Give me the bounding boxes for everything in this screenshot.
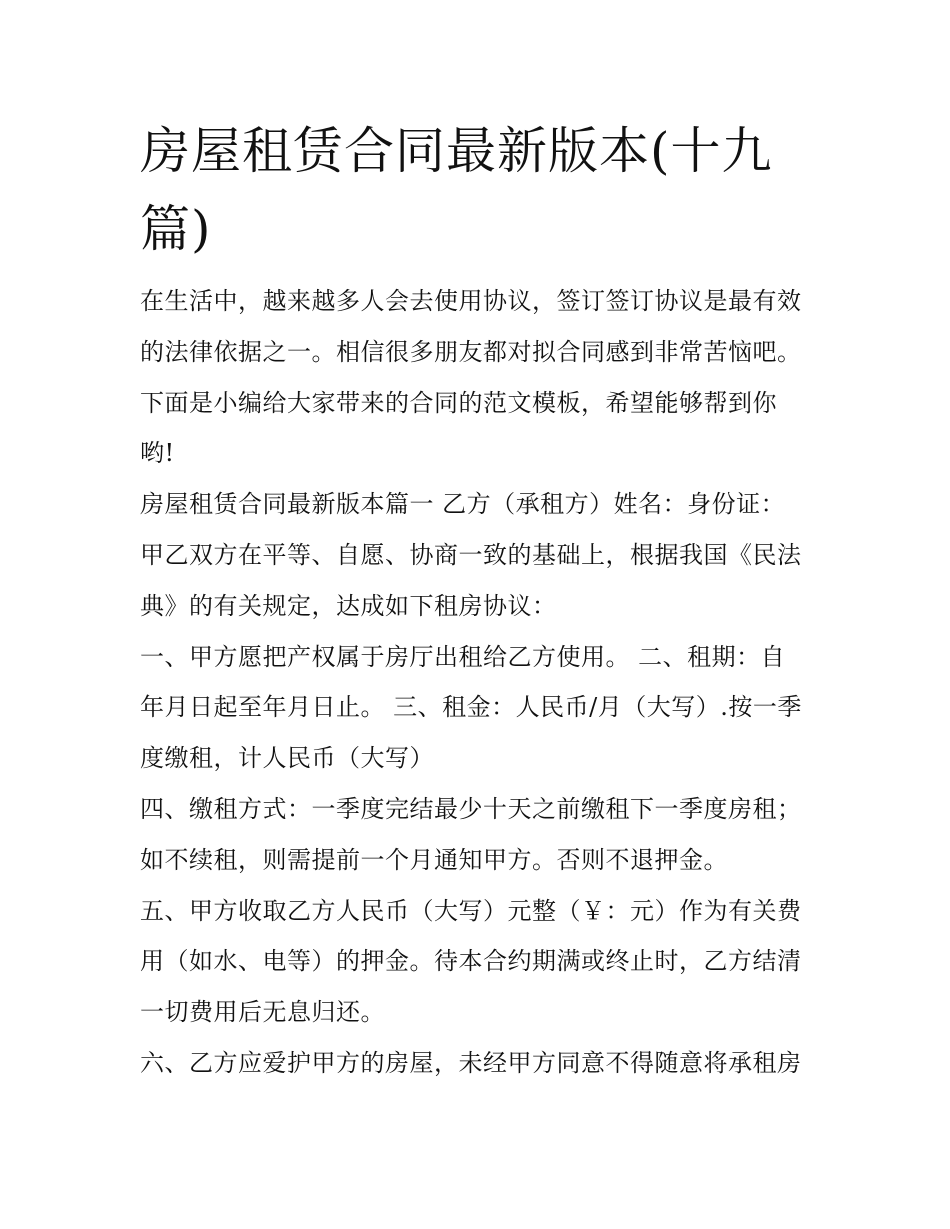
body-line: 甲乙双方在平等、自愿、协商一致的基础上，根据我国《民法 (140, 540, 802, 569)
title-line: 房屋租赁合同最新版本(十九 (140, 122, 773, 180)
body-line: 一、甲方愿把产权属于房厅出租给乙方使用。 二、租期：自 (140, 642, 786, 671)
body-line: 如不续租，则需提前一个月通知甲方。否则不退押金。 (140, 845, 728, 874)
document-body (140, 276, 820, 1089)
body-line: 的法律依据之一。相信很多朋友都对拟合同感到非常苦恼吧。 (140, 337, 802, 366)
document-title (140, 112, 820, 268)
body-line: 房屋租赁合同最新版本篇一 乙方（承租方）姓名：身份证： (140, 490, 786, 519)
body-line: 年月日起至年月日止。 三、租金：人民币/月（大写）.按一季 (140, 693, 802, 722)
body-line: 四、缴租方式：一季度完结最少十天之前缴租下一季度房租； (140, 794, 802, 823)
body-line: 用（如水、电等）的押金。待本合约期满或终止时，乙方结清 (140, 947, 802, 976)
body-line: 哟! (140, 439, 175, 468)
body-line: 度缴租，计人民币（大写） (140, 744, 434, 773)
body-line: 六、乙方应爱护甲方的房屋，未经甲方同意不得随意将承租房 (140, 1048, 802, 1077)
body-line: 一切费用后无息归还。 (140, 998, 385, 1027)
body-line: 下面是小编给大家带来的合同的范文模板，希望能够帮到你 (140, 388, 777, 417)
title-line: 篇) (140, 200, 212, 258)
body-line: 典》的有关规定，达成如下租房协议： (140, 591, 557, 620)
body-line: 五、甲方收取乙方人民币（大写）元整（￥：元）作为有关费 (140, 896, 802, 925)
body-line: 在生活中，越来越多人会去使用协议，签订签订协议是最有效 (140, 287, 802, 315)
